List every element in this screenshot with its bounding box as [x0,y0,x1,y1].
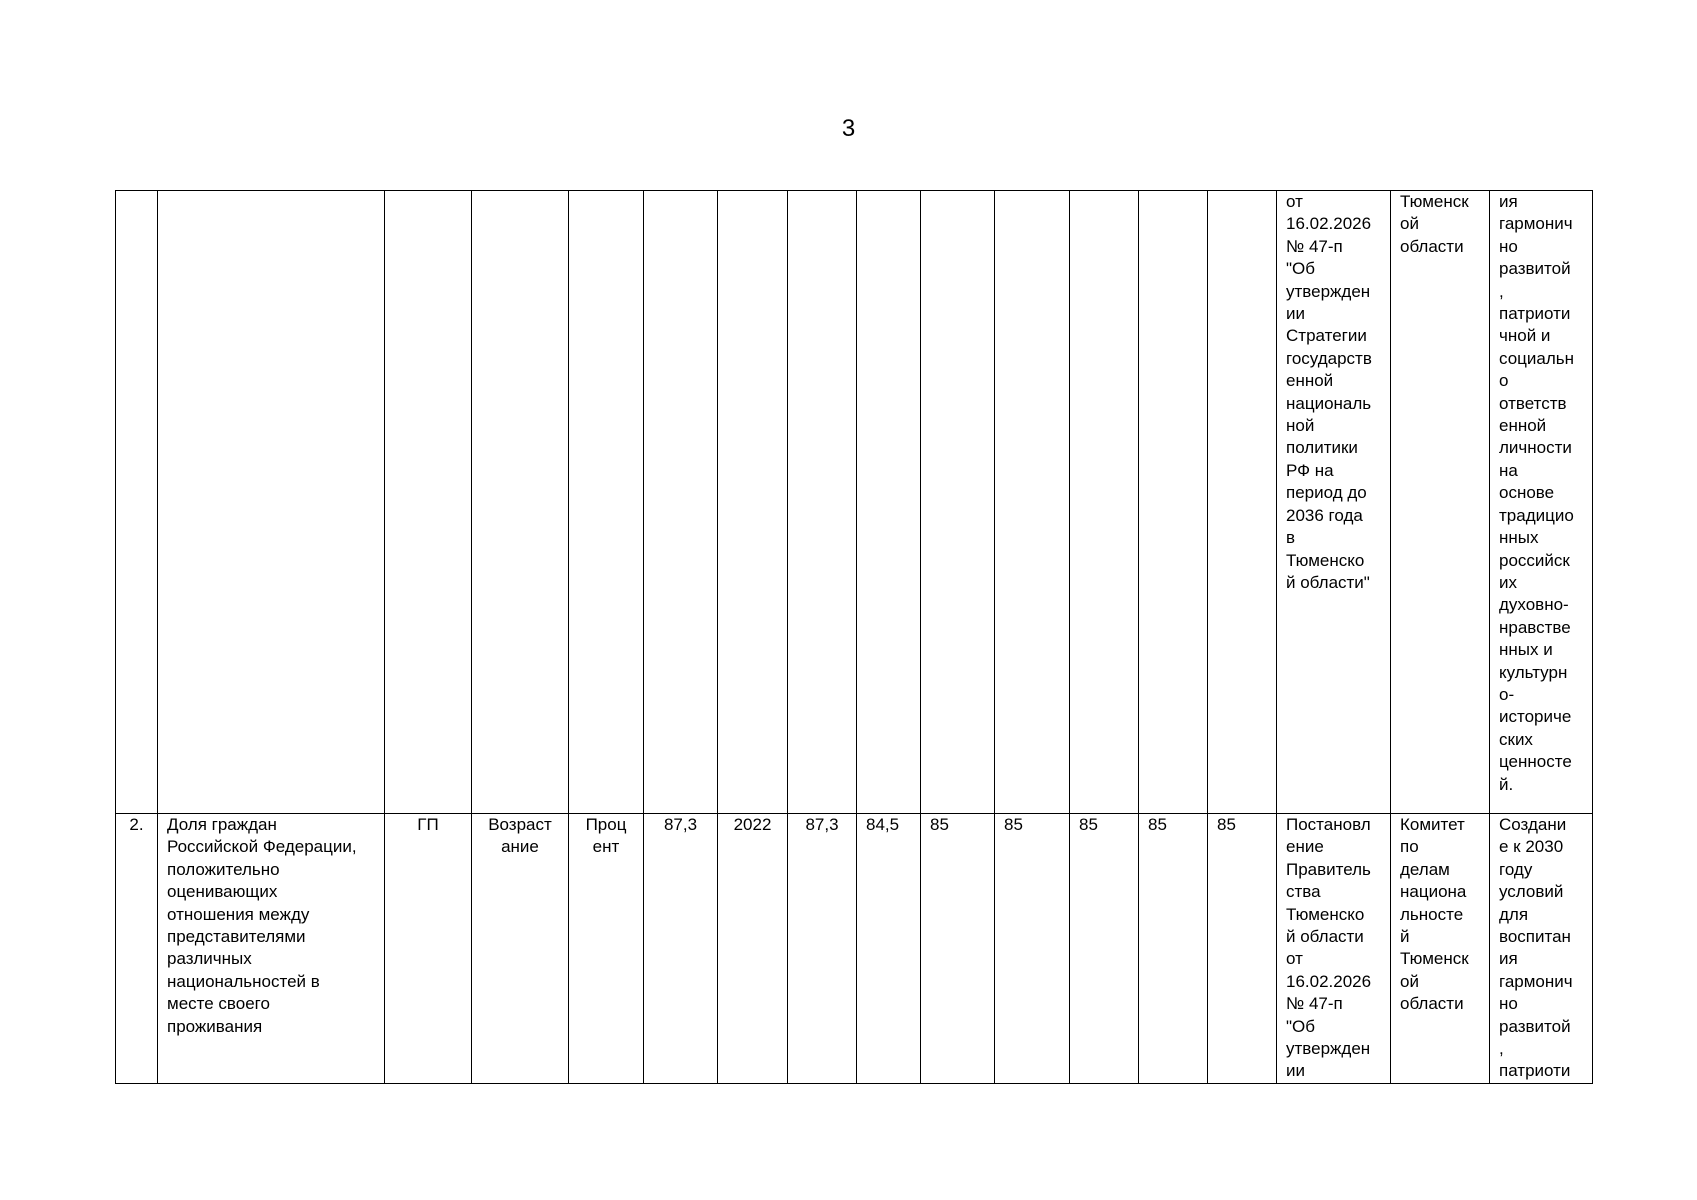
table-row [116,191,1593,814]
indicator-name-cell [158,191,385,814]
page-number: 3 [841,115,856,142]
unit-cell: Проц ент [569,814,644,1084]
trend-cell [472,191,569,814]
value-cell [857,191,921,814]
value-cell [788,191,857,814]
value-cell: 85 [995,814,1070,1084]
trend-cell: Возраст ание [472,814,569,1084]
level-cell: ГП [385,814,472,1084]
base-year-cell: 2022 [718,814,788,1084]
indicators-table [115,190,1593,1084]
value-cell: 85 [1139,814,1208,1084]
value-cell [1070,191,1139,814]
row-number-cell [116,191,158,814]
row-number-cell: 2. [116,814,158,1084]
base-year-cell [718,191,788,814]
goal-cell: ия гармонич но развитой , патриоти чной и социальн о ответств енной личности на основе традицио нных российск их духовно- нравстве нных и культурн о- историче ских ценносте й. [1490,191,1593,814]
value-cell: 87,3 [788,814,857,1084]
base-value-cell [644,191,718,814]
value-cell [995,191,1070,814]
value-cell [1208,191,1277,814]
value-cell: 85 [1208,814,1277,1084]
value-cell [1139,191,1208,814]
base-value-cell: 87,3 [644,814,718,1084]
value-cell [921,191,995,814]
goal-cell: Создани е к 2030 году условий для воспитан ия гармонич но развитой , патриоти [1490,814,1593,1084]
document-cell: от 16.02.2026 № 47-п "Об утвержден ии Стратегии государств енной националь ной политики РФ на период до 2036 года в Тюменско й области" [1277,191,1391,814]
document-cell: Постановл ение Правитель ства Тюменско й области от 16.02.2026 № 47-п "Об утвержден ии [1277,814,1391,1084]
indicator-name-cell: Доля граждан Российской Федерации, положительно оценивающих отношения между представителями различных национальностей в месте своего проживания [158,814,385,1084]
value-cell: 85 [1070,814,1139,1084]
table-row [116,814,1593,1084]
responsible-cell: Комитет по делам национа льносте й Тюменск ой области [1391,814,1490,1084]
responsible-cell: Тюменск ой области [1391,191,1490,814]
value-cell: 85 [921,814,995,1084]
level-cell [385,191,472,814]
unit-cell [569,191,644,814]
value-cell: 84,5 [857,814,921,1084]
